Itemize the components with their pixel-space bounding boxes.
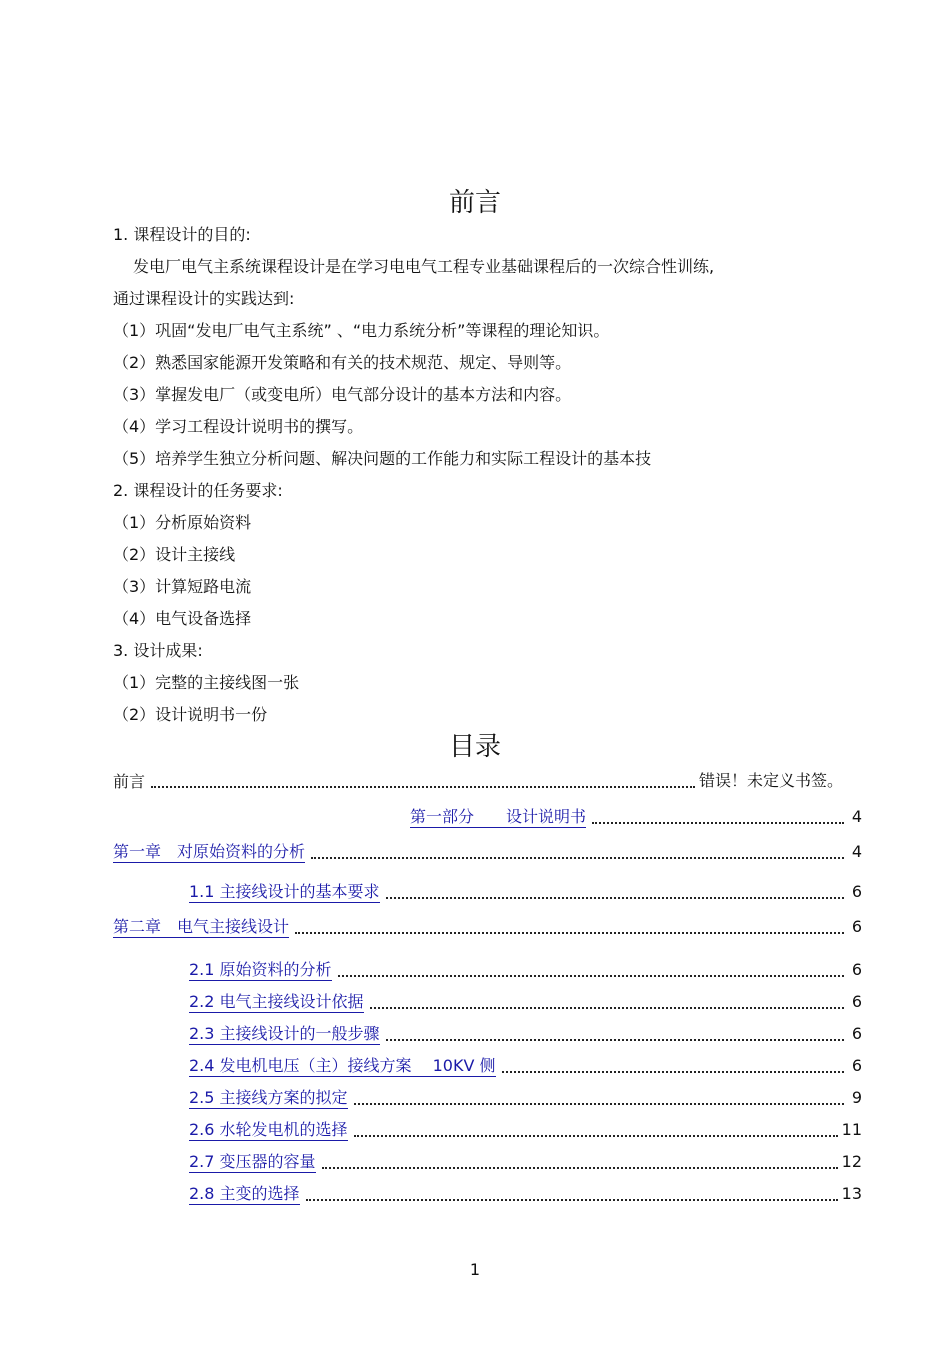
preface-line: 1. 课程设计的目的: (113, 225, 251, 244)
toc-entry-page: 9 (851, 1088, 862, 1107)
toc-entry-2-3[interactable] (189, 1023, 862, 1045)
toc-leader-dots (151, 786, 695, 788)
toc-leader-dots (306, 1199, 838, 1201)
toc-entry-part-one[interactable] (410, 806, 862, 828)
toc-entry-label: 2.4 发电机电压（主）接线方案 10KV 侧 (189, 1056, 496, 1075)
page-number: 1 (469, 1260, 481, 1279)
preface-line: 2. 课程设计的任务要求: (113, 481, 283, 500)
toc-leader-dots (338, 975, 844, 977)
toc-leader-dots (502, 1071, 844, 1073)
toc-entry-2-1[interactable] (189, 959, 862, 981)
preface-line: （5）培养学生独立分析问题、解决问题的工作能力和实际工程设计的基本技 (113, 449, 652, 468)
toc-title: 目录 (448, 732, 501, 762)
preface-line: 3. 设计成果: (113, 641, 203, 660)
toc-entry-label: 前言 (113, 772, 146, 791)
toc-entry-page: 6 (851, 882, 862, 901)
toc-entry-label: 第二章 电气主接线设计 (113, 917, 290, 936)
toc-entry-2-5[interactable] (189, 1087, 862, 1109)
toc-leader-dots (354, 1103, 844, 1105)
toc-entry-page: 6 (851, 992, 862, 1011)
toc-entry-label: 2.3 主接线设计的一般步骤 (189, 1024, 380, 1043)
toc-entry-2-7[interactable] (189, 1151, 862, 1173)
toc-entry-label: 2.7 变压器的容量 (189, 1152, 316, 1171)
toc-leader-dots (311, 857, 844, 859)
toc-leader-dots (322, 1167, 838, 1169)
preface-line: （1）完整的主接线图一张 (113, 673, 300, 692)
toc-entry-label: 2.2 电气主接线设计依据 (189, 992, 364, 1011)
toc-entry-page: 4 (851, 842, 862, 861)
toc-entry-label: 2.8 主变的选择 (189, 1184, 300, 1203)
toc-entry-chapter-2[interactable] (113, 916, 862, 938)
toc-entry-page: 6 (851, 917, 862, 936)
toc-entry-chapter-1[interactable] (113, 841, 862, 863)
toc-entry-2-2[interactable] (189, 991, 862, 1013)
preface-line: （2）设计主接线 (113, 545, 236, 564)
preface-title: 前言 (448, 188, 501, 218)
toc-leader-dots (354, 1135, 838, 1137)
toc-entry-page: 11 (841, 1120, 862, 1139)
toc-entry-preface[interactable] (113, 770, 843, 792)
toc-leader-dots (592, 822, 844, 824)
toc-entry-2-8[interactable] (189, 1183, 862, 1205)
toc-entry-page: 4 (851, 807, 862, 826)
toc-entry-page: 12 (841, 1152, 862, 1171)
toc-entry-label: 第一章 对原始资料的分析 (113, 842, 306, 861)
toc-leader-dots (386, 1039, 844, 1041)
toc-entry-page: 6 (851, 1056, 862, 1075)
toc-entry-label: 第一部分 设计说明书 (410, 807, 587, 826)
preface-line: （2）熟悉国家能源开发策略和有关的技术规范、规定、导则等。 (113, 353, 572, 372)
toc-entry-label: 1.1 主接线设计的基本要求 (189, 882, 380, 901)
toc-leader-dots (370, 1007, 844, 1009)
preface-line: 发电厂电气主系统课程设计是在学习电电气工程专业基础课程后的一次综合性训练, (133, 257, 715, 276)
preface-line: （1）巩固“发电厂电气主系统” 、“电力系统分析”等课程的理论知识。 (113, 321, 610, 340)
toc-entry-label: 2.6 水轮发电机的选择 (189, 1120, 348, 1139)
toc-entry-page: 错误！未定义书签。 (698, 771, 843, 790)
preface-line: （4）学习工程设计说明书的撰写。 (113, 417, 364, 436)
preface-line: （1）分析原始资料 (113, 513, 252, 532)
toc-entry-1-1[interactable] (189, 881, 862, 903)
toc-leader-dots (295, 932, 844, 934)
toc-leader-dots (386, 897, 844, 899)
toc-entry-label: 2.1 原始资料的分析 (189, 960, 332, 979)
preface-line: （4）电气设备选择 (113, 609, 252, 628)
toc-entry-label: 2.5 主接线方案的拟定 (189, 1088, 348, 1107)
toc-entry-page: 6 (851, 1024, 862, 1043)
toc-entry-2-6[interactable] (189, 1119, 862, 1141)
preface-line: （2）设计说明书一份 (113, 705, 268, 724)
toc-entry-page: 6 (851, 960, 862, 979)
preface-line: （3）计算短路电流 (113, 577, 252, 596)
toc-entry-2-4[interactable] (189, 1055, 862, 1077)
preface-line: 通过课程设计的实践达到: (113, 289, 295, 308)
preface-line: （3）掌握发电厂（或变电所）电气部分设计的基本方法和内容。 (113, 385, 572, 404)
toc-entry-page: 13 (841, 1184, 862, 1203)
